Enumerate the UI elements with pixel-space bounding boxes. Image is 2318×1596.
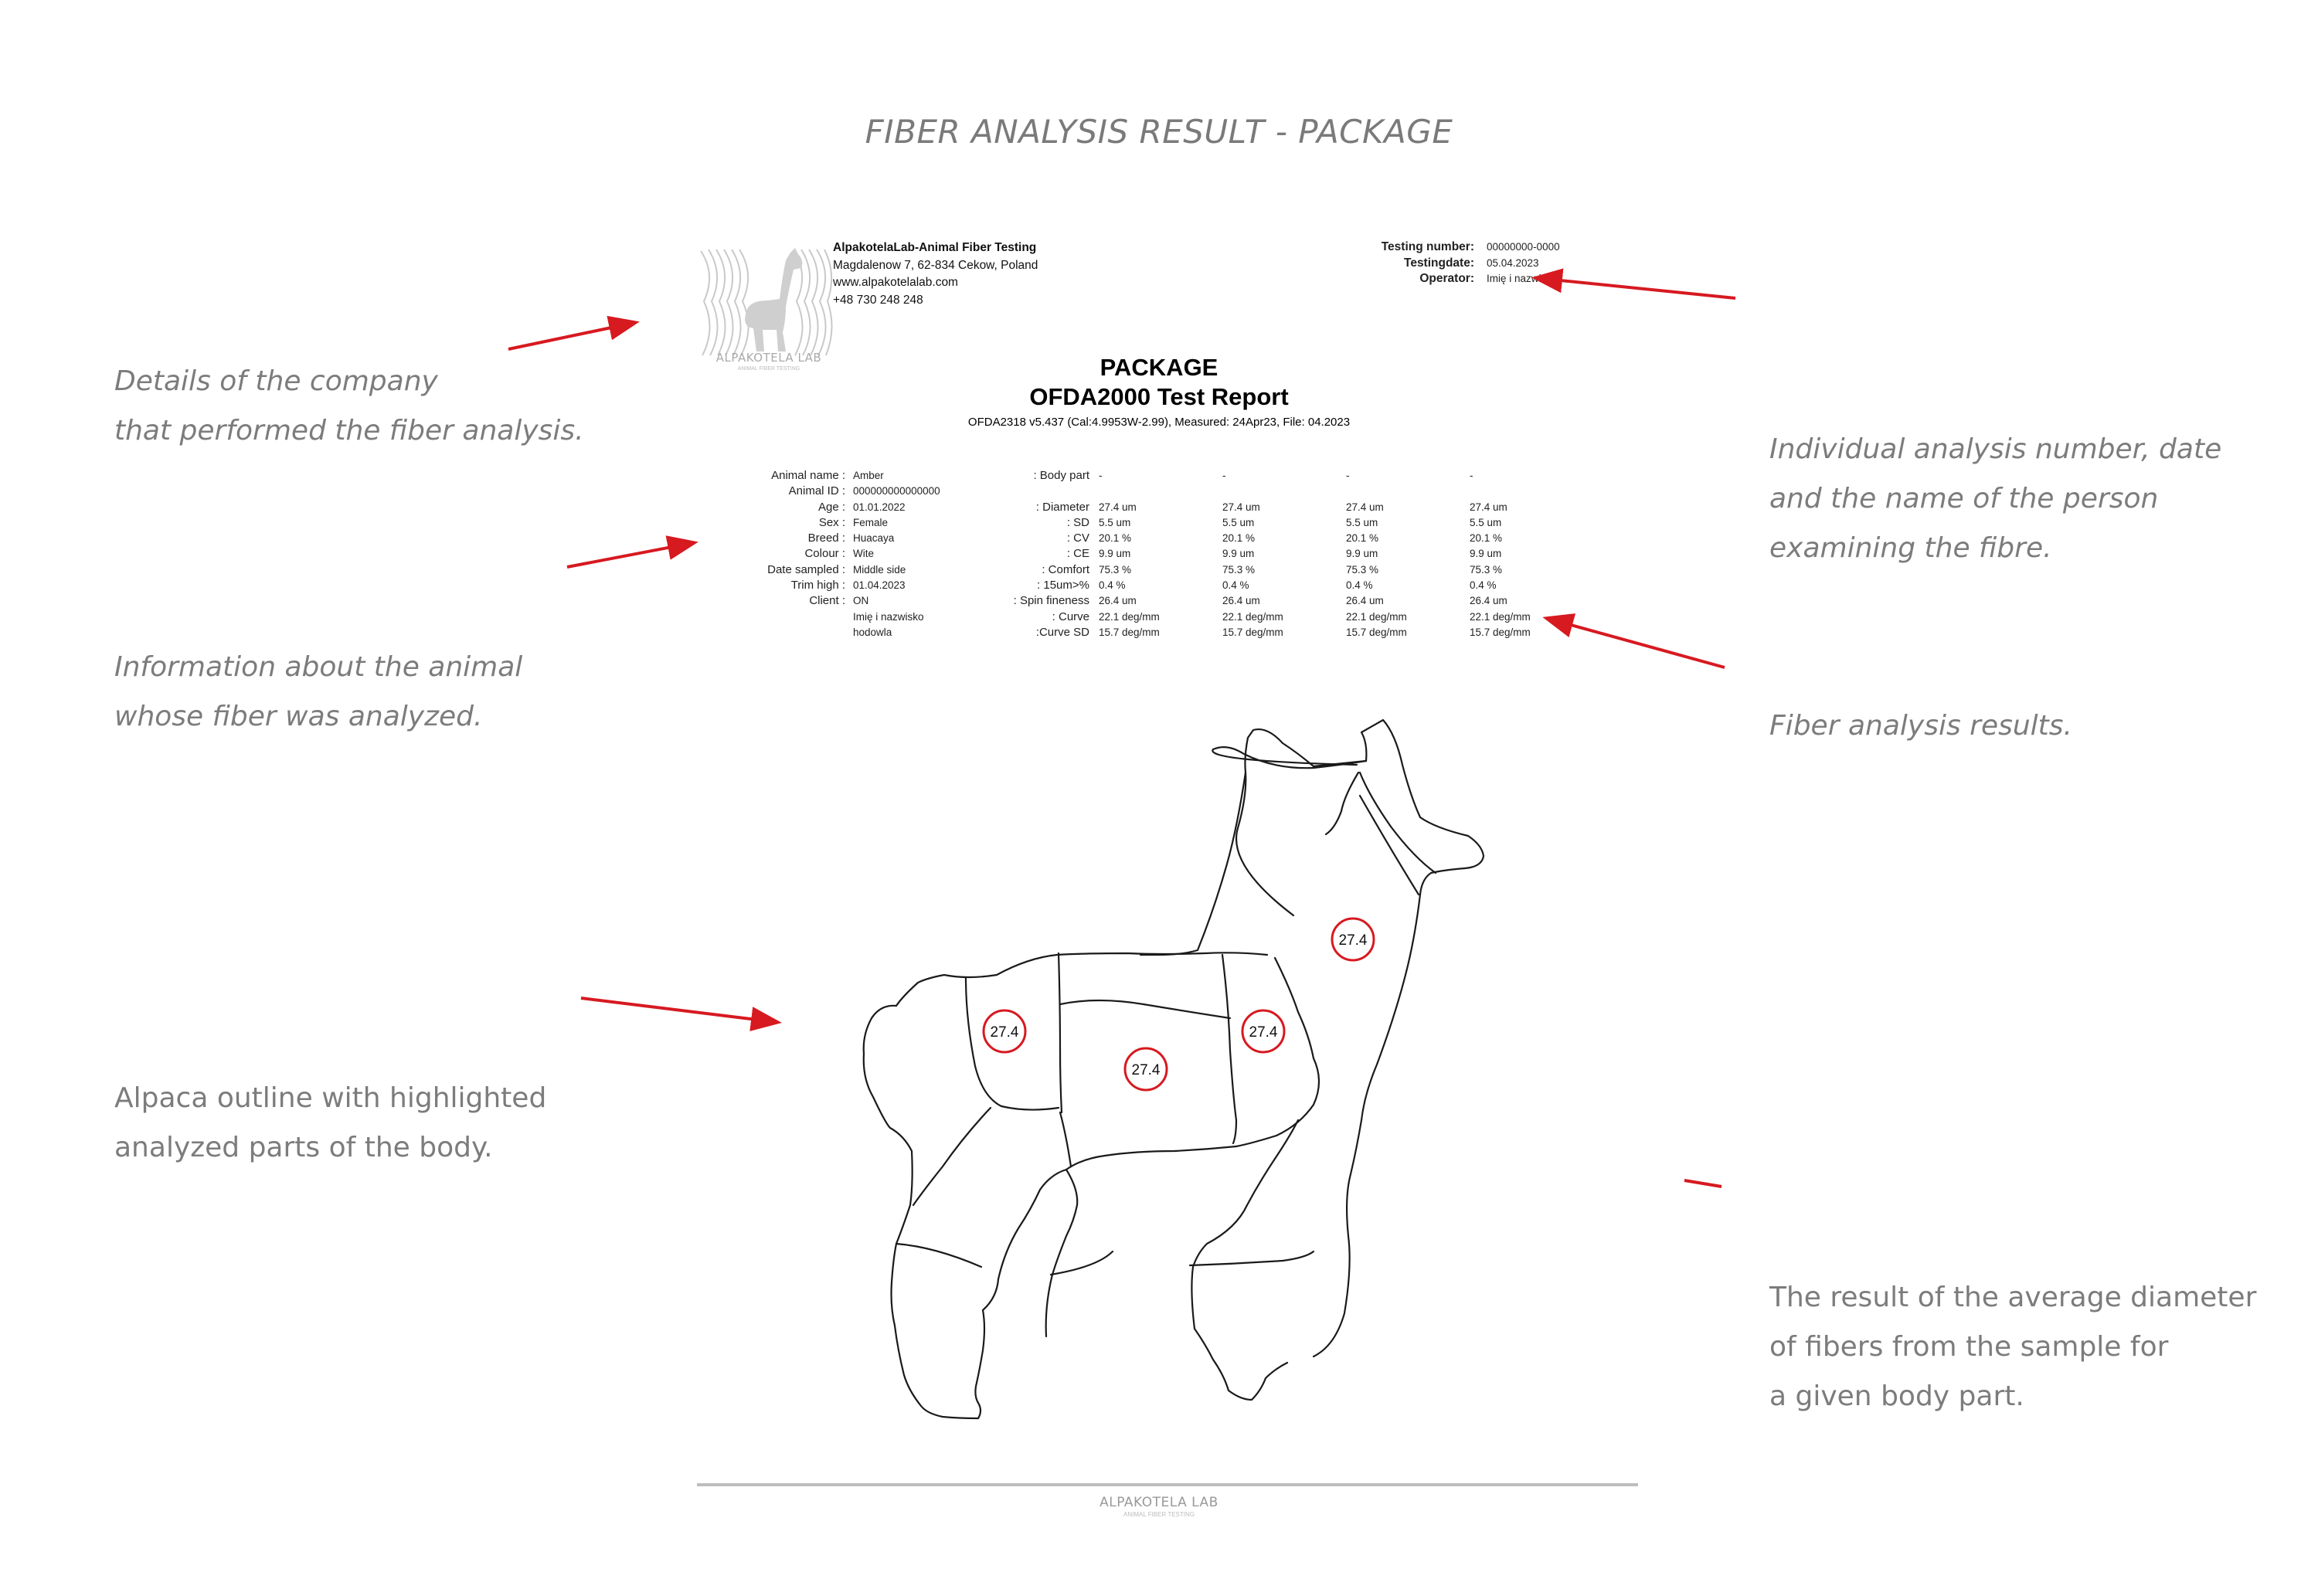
fiber-result-cell: 20.1 %	[1222, 532, 1256, 545]
fiber-result-cell: -	[1346, 470, 1350, 481]
fiber-result-cell: 9.9 um	[1470, 548, 1502, 560]
fiber-result-cell: 20.1 %	[1099, 532, 1132, 545]
shoulder-diameter-value: 27.4	[1249, 1024, 1278, 1041]
fiber-result-cell: 9.9 um	[1222, 548, 1255, 560]
fiber-result-cell: 20.1 %	[1470, 532, 1503, 545]
animal-info-row: hodowla	[853, 626, 892, 638]
fiber-results-row: CV : 20.1 % 20.1 % 20.1 % 20.1 %	[966, 531, 1596, 546]
fiber-result-cell: 15.7 deg/mm	[1099, 626, 1160, 638]
fiber-result-cell: 9.9 um	[1099, 548, 1131, 560]
arrow-animal-info	[567, 543, 692, 567]
fiber-result-cell: 27.4 um	[1346, 501, 1384, 513]
fiber-result-cell: 15.7 deg/mm	[1346, 626, 1407, 638]
fiber-results-row: Curve : 22.1 deg/mm 22.1 deg/mm 22.1 deg/mm 22.1 deg/mm	[966, 610, 1596, 625]
note-animal-info: Information about the animal whose fiber was analyzed.	[114, 651, 523, 732]
fiber-result-cell: 75.3 %	[1099, 563, 1132, 576]
company-address: Magdalenow 7, 62-834 Cekow, Poland	[833, 258, 1038, 272]
fiber-result-cell: -	[1099, 470, 1103, 481]
fiber-result-cell: 9.9 um	[1346, 548, 1378, 560]
fiber-result-cell: 15.7 deg/mm	[1222, 626, 1283, 638]
fiber-result-cell: 27.4 um	[1099, 501, 1137, 513]
logo-subtitle: ANIMAL FIBER TESTING	[737, 366, 800, 372]
fiber-result-cell: 5.5 um	[1099, 516, 1131, 528]
fiber-result-cell: 22.1 deg/mm	[1222, 610, 1283, 623]
animal-info-row: Animal name : Amber	[771, 469, 884, 482]
fiber-results-row: Diameter : 27.4 um 27.4 um 27.4 um 27.4 um	[966, 500, 1596, 515]
fiber-result-cell: 0.4 %	[1099, 579, 1126, 592]
animal-info-row: Client : ON	[809, 594, 869, 608]
report-subtitle: OFDA2000 Test Report	[1029, 383, 1289, 410]
note-outline: Alpaca outline with highlighted analyzed parts of the body.	[114, 1082, 547, 1163]
animal-info-row: Imię i nazwisko	[853, 610, 924, 623]
fiber-result-cell: 5.5 um	[1222, 516, 1255, 528]
fiber-results-row: Body part : - - - -	[966, 468, 1596, 484]
company-name: AlpakotelaLab-Animal Fiber Testing	[833, 241, 1037, 254]
fiber-result-cell: 0.4 %	[1470, 579, 1497, 592]
arrow-fiber-results	[1548, 619, 1725, 667]
fiber-result-cell: 26.4 um	[1099, 595, 1137, 607]
fiber-result-cell: 75.3 %	[1470, 563, 1503, 576]
report-title: PACKAGE	[1100, 354, 1218, 381]
fiber-result-cell: 22.1 deg/mm	[1099, 610, 1160, 623]
fiber-results-row: Comfort : 75.3 % 75.3 % 75.3 % 75.3 %	[966, 562, 1596, 578]
animal-info-row: Trim high : 01.04.2023	[790, 579, 906, 593]
testing-row: Testing number: 00000000-0000	[1381, 240, 1560, 253]
alpaca-outline	[864, 720, 1484, 1418]
testing-row: Testingdate: 05.04.2023	[1404, 256, 1539, 270]
animal-info-row: Date sampled : Middle side	[767, 562, 906, 576]
arrow-individual	[1538, 278, 1735, 298]
fiber-result-cell: 0.4 %	[1346, 579, 1373, 592]
footer-logo-subtitle: ANIMAL FIBER TESTING	[1123, 1511, 1195, 1518]
fiber-results-row: Spin fineness : 26.4 um 26.4 um 26.4 um 26.4 um	[966, 593, 1596, 609]
fiber-result-cell: 5.5 um	[1470, 516, 1502, 528]
fiber-result-cell: 22.1 deg/mm	[1470, 610, 1531, 623]
arrow-company	[508, 323, 634, 349]
animal-info-row: Colour : Wite	[804, 547, 874, 561]
fiber-result-cell: 22.1 deg/mm	[1346, 610, 1407, 623]
note-average: The result of the average diameter of fibers from the sample for a given body part.	[1769, 1282, 2257, 1412]
animal-info-row: Sex : Female	[818, 515, 889, 529]
middle-diameter-value: 27.4	[1131, 1062, 1161, 1078]
animal-info-row: Breed : Huacaya	[807, 531, 895, 545]
note-company: Details of the company that performed the fiber analysis.	[114, 365, 584, 447]
arrow-outline	[581, 998, 776, 1022]
fiber-result-cell: 15.7 deg/mm	[1470, 626, 1531, 638]
fiber-result-cell: 27.4 um	[1222, 501, 1260, 513]
footer-logo: ALPAKOTELA LAB	[1100, 1495, 1218, 1510]
annotation-arrows	[508, 278, 1735, 1187]
fiber-result-cell: 0.4 %	[1222, 579, 1249, 592]
fiber-result-cell: 20.1 %	[1346, 532, 1379, 545]
arrow-average	[1684, 1180, 1722, 1187]
fiber-result-cell: 26.4 um	[1222, 595, 1260, 607]
animal-info-row: Animal ID : 000000000000000	[788, 484, 940, 498]
company-website[interactable]: www.alpakotelalab.com	[833, 276, 958, 289]
fiber-result-cell: 5.5 um	[1346, 516, 1378, 528]
fiber-results-row: %<15um : 0.4 % 0.4 % 0.4 % 0.4 %	[966, 578, 1596, 593]
page-title: FIBER ANALYSIS RESULT - PACKAGE	[865, 113, 1453, 151]
note-individual: Individual analysis number, date and the name of the person examining the fibre.	[1769, 433, 2222, 564]
fiber-result-cell: 75.3 %	[1222, 563, 1256, 576]
neck-diameter-value: 27.4	[1338, 932, 1368, 949]
note-fiber-results: Fiber analysis results.	[1769, 710, 2072, 742]
fiber-result-cell: 75.3 %	[1346, 563, 1379, 576]
fiber-result-cell: 26.4 um	[1346, 595, 1384, 607]
company-phone: +48 730 248 248	[833, 293, 923, 307]
testing-row: Operator: Imię i nazwisko	[1419, 272, 1558, 285]
fiber-result-cell: -	[1470, 470, 1473, 481]
fiber-result-cell: -	[1222, 470, 1226, 481]
animal-info-row: Age : 01.01.2022	[817, 500, 906, 514]
rump-diameter-value: 27.4	[990, 1024, 1019, 1041]
fiber-results-row: CE : 9.9 um 9.9 um 9.9 um 9.9 um	[966, 546, 1596, 562]
fiber-result-cell: 27.4 um	[1470, 501, 1507, 513]
report-meta: OFDA2318 v5.437 (Cal:4.9953W-2.99), Measured: 24Apr23, File: 04.2023	[967, 416, 1351, 429]
logo-title: ALPAKOTELA LAB	[715, 351, 822, 365]
footer-divider	[697, 1483, 1638, 1486]
fiber-result-cell: 26.4 um	[1470, 595, 1507, 607]
fiber-results-row: SD : 5.5 um 5.5 um 5.5 um 5.5 um	[966, 515, 1596, 531]
fiber-results-row: Curve SD: 15.7 deg/mm 15.7 deg/mm 15.7 deg/mm 15.7 deg/mm	[966, 625, 1596, 640]
